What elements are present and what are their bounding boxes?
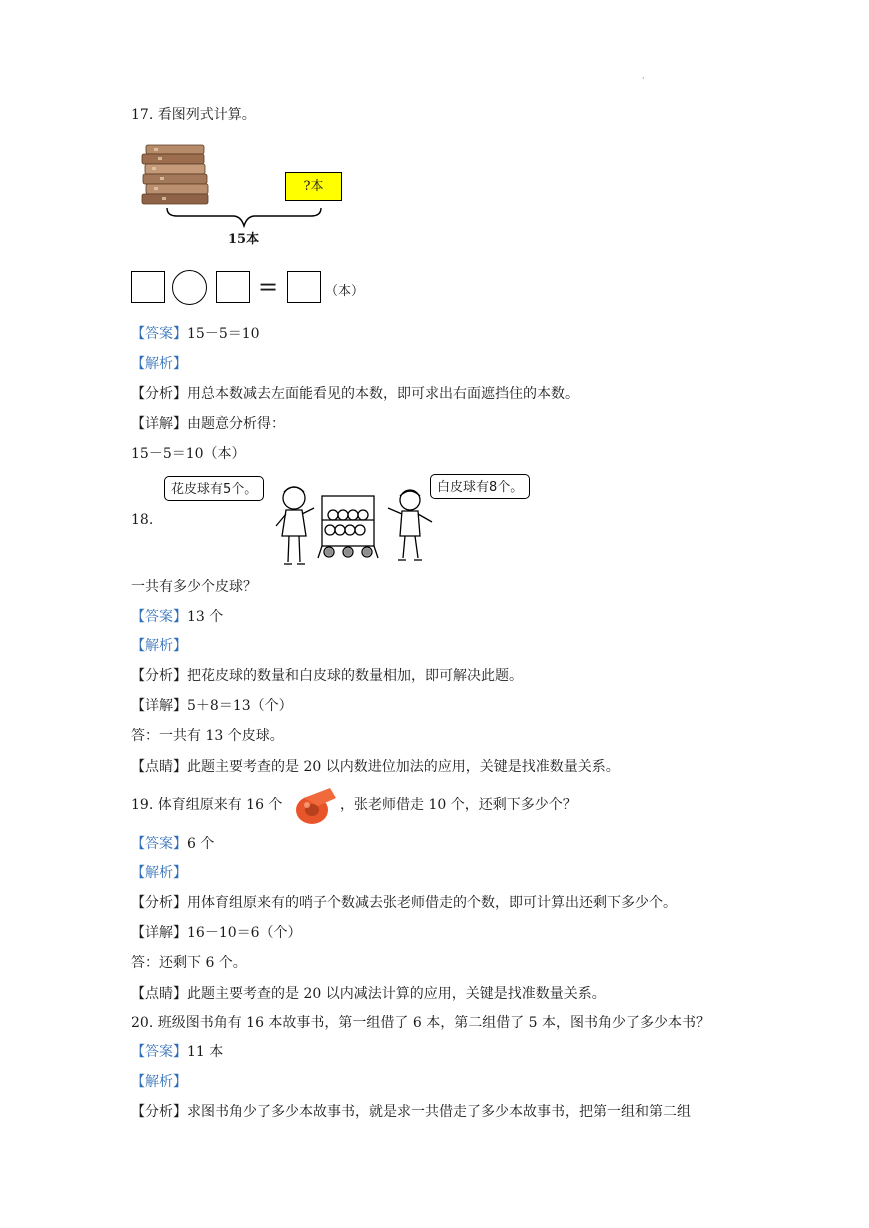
total-books-label: 15本 xyxy=(228,232,260,247)
whistle-image xyxy=(290,784,340,828)
q19-text-before: 19. 体育组原来有 16 个 xyxy=(131,797,283,813)
q20-text: 20. 班级图书角有 16 本故事书，第一组借了 6 本，第二组借了 5 本，图书角少了多少本书？ xyxy=(131,1015,711,1031)
blank-box-result xyxy=(287,271,321,303)
q20-answer: 【答案】11 本 xyxy=(131,1044,224,1060)
unit-label: （本） xyxy=(325,284,365,299)
q18-reply: 答：一共有 13 个皮球。 xyxy=(131,728,284,744)
q17-calc: 15－5＝10（本） xyxy=(131,446,246,462)
q18-fenxi: 【分析】把花皮球的数量和白皮球的数量相加，即可解决此题。 xyxy=(131,668,523,684)
q19-reply: 答：还剩下 6 个。 xyxy=(131,955,247,971)
q19-text-after: ，张老师借走 10 个，还剩下多少个？ xyxy=(340,797,577,813)
q17-fenxi: 【分析】用总本数减去左面能看见的本数，即可求出右面遮挡住的本数。 xyxy=(131,386,579,402)
q19-fenxi: 【分析】用体育组原来有的哨子个数减去张老师借走的个数，即可计算出还剩下多少个。 xyxy=(131,895,677,911)
header-mark: · xyxy=(642,74,645,83)
unknown-books-box: ?本 xyxy=(285,172,342,201)
q18-detail: 【详解】5＋8＝13（个） xyxy=(131,698,293,714)
q17-detail: 【详解】由题意分析得： xyxy=(131,416,285,432)
q20-analysis-tag: 【解析】 xyxy=(131,1074,187,1090)
q19-comment: 【点睛】此题主要考查的是 20 以内减法计算的应用，关键是找准数量关系。 xyxy=(131,986,606,1002)
book-stack-image xyxy=(140,143,212,205)
answer-tag: 【答案】 xyxy=(131,326,187,342)
operator-circle xyxy=(172,270,207,305)
blank-box-2 xyxy=(216,271,250,303)
curly-brace xyxy=(165,206,323,230)
q17-answer: 【答案】15－5＝10 xyxy=(131,326,260,342)
q19-analysis-tag: 【解析】 xyxy=(131,865,187,881)
q17-title: 17. 看图列式计算。 xyxy=(131,107,256,123)
q19-answer: 【答案】6 个 xyxy=(131,836,215,852)
q18-comment: 【点睛】此题主要考查的是 20 以内数进位加法的应用，关键是找准数量关系。 xyxy=(131,759,620,775)
equals-sign: = xyxy=(258,273,279,301)
q20-fenxi: 【分析】求图书角少了多少本故事书，就是求一共借走了多少本故事书，把第一组和第二组 xyxy=(131,1104,691,1120)
kids-and-balls-illustration xyxy=(262,478,442,570)
speech-bubble-left: 花皮球有5个。 xyxy=(164,476,264,501)
q18-number: 18. xyxy=(131,512,154,528)
q18-analysis-tag: 【解析】 xyxy=(131,638,187,654)
q19-detail: 【详解】16－10＝6（个） xyxy=(131,925,302,941)
q18-answer: 【答案】13 个 xyxy=(131,609,224,625)
q18-question: 一共有多少个皮球？ xyxy=(131,579,257,595)
blank-box-1 xyxy=(131,271,165,303)
speech-bubble-right: 白皮球有8个。 xyxy=(430,474,530,499)
q17-analysis-tag: 【解析】 xyxy=(131,356,187,372)
